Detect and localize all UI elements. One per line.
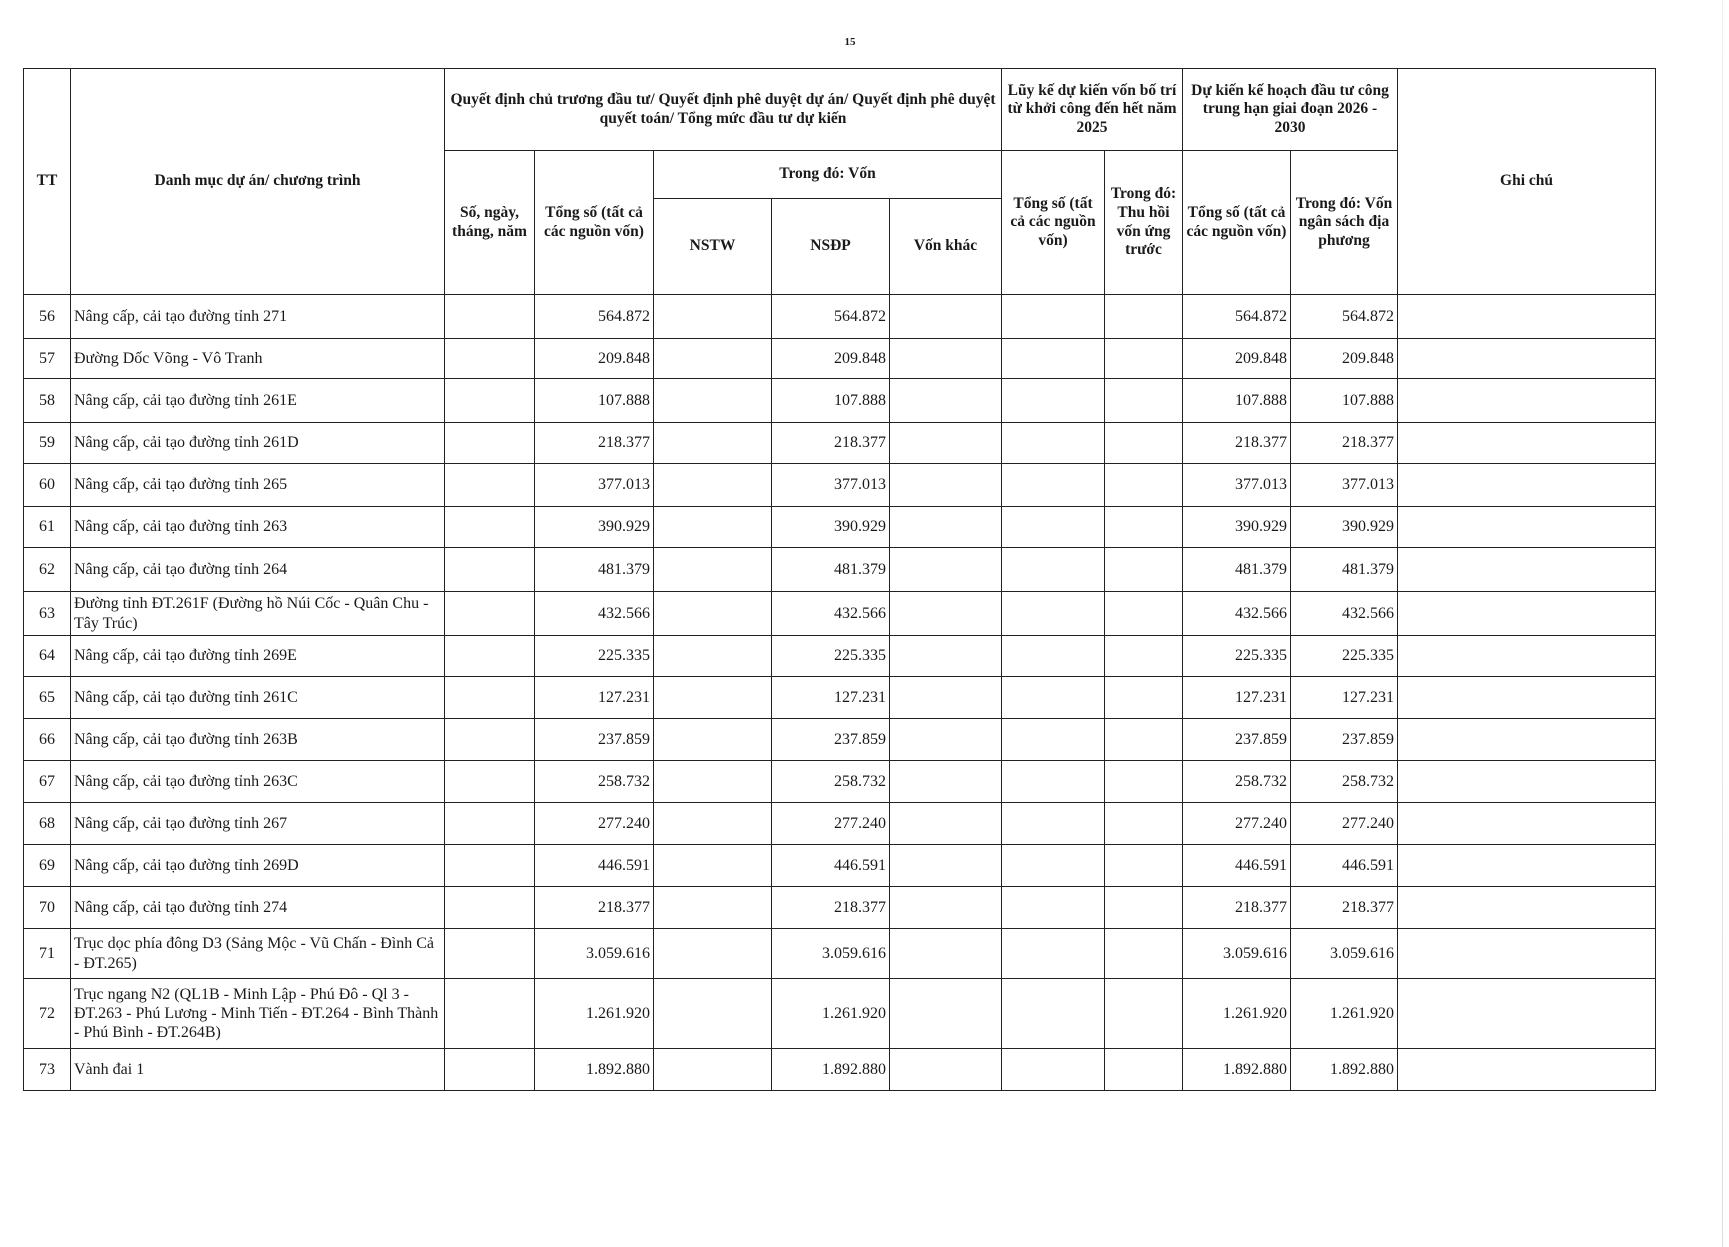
table-row — [24, 507, 1656, 548]
row-other-capital — [890, 929, 1002, 979]
row-project-name: Trục ngang N2 (QL1B - Minh Lập - Phú Đô - Ql 3 - ĐT.263 - Phú Lương - Minh Tiến - ĐT.264 - Bình Thành - Phú Bình - ĐT.264B) — [71, 979, 445, 1049]
row-plan-total: 3.059.616 — [1183, 929, 1291, 979]
table-row — [24, 845, 1656, 887]
row-nsdp: 432.566 — [772, 592, 890, 636]
row-plan-local: 209.848 — [1291, 339, 1398, 379]
table-row — [24, 379, 1656, 423]
row-nstw — [654, 423, 772, 464]
row-cum-recovery — [1105, 1049, 1183, 1091]
table-row — [24, 979, 1656, 1049]
row-plan-local: 377.013 — [1291, 464, 1398, 507]
row-other-capital — [890, 719, 1002, 761]
row-project-name: Nâng cấp, cải tạo đường tỉnh 269E — [71, 636, 445, 677]
table-row — [24, 1049, 1656, 1091]
row-project-name: Nâng cấp, cải tạo đường tỉnh 264 — [71, 548, 445, 592]
row-note — [1398, 979, 1656, 1049]
row-cum-recovery — [1105, 592, 1183, 636]
row-cum-recovery — [1105, 295, 1183, 339]
row-nsdp: 1.261.920 — [772, 979, 890, 1049]
row-plan-local: 107.888 — [1291, 379, 1398, 423]
row-tt: 69 — [24, 845, 71, 887]
row-other-capital — [890, 507, 1002, 548]
row-cum-total — [1002, 677, 1105, 719]
row-other-capital — [890, 803, 1002, 845]
row-note — [1398, 761, 1656, 803]
row-project-name: Vành đai 1 — [71, 1049, 445, 1091]
row-cum-recovery — [1105, 548, 1183, 592]
row-other-capital — [890, 464, 1002, 507]
row-tt: 68 — [24, 803, 71, 845]
row-other-capital — [890, 339, 1002, 379]
row-nsdp: 390.929 — [772, 507, 890, 548]
row-nstw — [654, 295, 772, 339]
table-row — [24, 464, 1656, 507]
row-cum-recovery — [1105, 379, 1183, 423]
header-nstw: NSTW — [654, 199, 772, 295]
row-cum-total — [1002, 803, 1105, 845]
row-tt: 59 — [24, 423, 71, 464]
table-row — [24, 295, 1656, 339]
page-number: 15 — [844, 36, 856, 48]
row-total: 1.261.920 — [535, 979, 654, 1049]
row-plan-total: 432.566 — [1183, 592, 1291, 636]
table-body — [24, 295, 1656, 1091]
row-cum-recovery — [1105, 929, 1183, 979]
row-total: 1.892.880 — [535, 1049, 654, 1091]
row-plan-total: 237.859 — [1183, 719, 1291, 761]
row-total: 127.231 — [535, 677, 654, 719]
row-plan-total: 390.929 — [1183, 507, 1291, 548]
row-tt: 57 — [24, 339, 71, 379]
row-total: 277.240 — [535, 803, 654, 845]
row-tt: 63 — [24, 592, 71, 636]
row-date-no — [445, 929, 535, 979]
row-tt: 56 — [24, 295, 71, 339]
row-total: 209.848 — [535, 339, 654, 379]
row-cum-total — [1002, 423, 1105, 464]
row-total: 377.013 — [535, 464, 654, 507]
row-nstw — [654, 677, 772, 719]
row-nstw — [654, 464, 772, 507]
row-cum-recovery — [1105, 719, 1183, 761]
row-nsdp: 218.377 — [772, 423, 890, 464]
row-date-no — [445, 845, 535, 887]
row-cum-total — [1002, 929, 1105, 979]
row-tt: 64 — [24, 636, 71, 677]
row-note — [1398, 719, 1656, 761]
row-project-name: Nâng cấp, cải tạo đường tỉnh 274 — [71, 887, 445, 929]
table-row — [24, 423, 1656, 464]
row-plan-total: 218.377 — [1183, 423, 1291, 464]
row-cum-total — [1002, 295, 1105, 339]
row-cum-recovery — [1105, 339, 1183, 379]
row-date-no — [445, 1049, 535, 1091]
header-project-name: Danh mục dự án/ chương trình — [71, 69, 445, 295]
row-other-capital — [890, 592, 1002, 636]
row-nstw — [654, 979, 772, 1049]
row-tt: 61 — [24, 507, 71, 548]
row-project-name: Nâng cấp, cải tạo đường tỉnh 265 — [71, 464, 445, 507]
row-total: 258.732 — [535, 761, 654, 803]
row-plan-total: 218.377 — [1183, 887, 1291, 929]
row-nstw — [654, 379, 772, 423]
row-cum-total — [1002, 636, 1105, 677]
row-tt: 66 — [24, 719, 71, 761]
row-cum-recovery — [1105, 464, 1183, 507]
row-project-name: Nâng cấp, cải tạo đường tỉnh 261C — [71, 677, 445, 719]
row-tt: 67 — [24, 761, 71, 803]
row-plan-local: 564.872 — [1291, 295, 1398, 339]
header-plan-local: Trong đó: Vốn ngân sách địa phương — [1291, 151, 1398, 295]
row-cum-recovery — [1105, 803, 1183, 845]
row-note — [1398, 1049, 1656, 1091]
row-other-capital — [890, 636, 1002, 677]
row-project-name: Nâng cấp, cải tạo đường tỉnh 267 — [71, 803, 445, 845]
row-nsdp: 377.013 — [772, 464, 890, 507]
row-total: 3.059.616 — [535, 929, 654, 979]
row-plan-total: 277.240 — [1183, 803, 1291, 845]
row-plan-total: 1.892.880 — [1183, 1049, 1291, 1091]
row-project-name: Đường tỉnh ĐT.261F (Đường hồ Núi Cốc - Quân Chu - Tây Trúc) — [71, 592, 445, 636]
row-total: 432.566 — [535, 592, 654, 636]
row-cum-recovery — [1105, 845, 1183, 887]
table-row — [24, 761, 1656, 803]
row-cum-total — [1002, 507, 1105, 548]
row-plan-total: 481.379 — [1183, 548, 1291, 592]
row-plan-total: 107.888 — [1183, 379, 1291, 423]
row-plan-total: 225.335 — [1183, 636, 1291, 677]
row-other-capital — [890, 845, 1002, 887]
row-cum-total — [1002, 379, 1105, 423]
row-nstw — [654, 845, 772, 887]
row-tt: 62 — [24, 548, 71, 592]
row-project-name: Nâng cấp, cải tạo đường tỉnh 271 — [71, 295, 445, 339]
row-note — [1398, 887, 1656, 929]
row-project-name: Nâng cấp, cải tạo đường tỉnh 269D — [71, 845, 445, 887]
investment-table — [23, 68, 1656, 1091]
row-total: 390.929 — [535, 507, 654, 548]
row-nsdp: 564.872 — [772, 295, 890, 339]
row-total: 237.859 — [535, 719, 654, 761]
table-row — [24, 887, 1656, 929]
scan-edge — [1722, 0, 1723, 1247]
row-cum-total — [1002, 719, 1105, 761]
row-plan-total: 564.872 — [1183, 295, 1291, 339]
row-plan-total: 446.591 — [1183, 845, 1291, 887]
header-cum-recovery: Trong đó: Thu hồi vốn ứng trước — [1105, 151, 1183, 295]
row-date-no — [445, 295, 535, 339]
row-note — [1398, 339, 1656, 379]
row-nstw — [654, 719, 772, 761]
row-other-capital — [890, 548, 1002, 592]
row-date-no — [445, 464, 535, 507]
row-other-capital — [890, 1049, 1002, 1091]
row-tt: 71 — [24, 929, 71, 979]
row-note — [1398, 548, 1656, 592]
row-tt: 70 — [24, 887, 71, 929]
row-date-no — [445, 423, 535, 464]
row-tt: 58 — [24, 379, 71, 423]
row-note — [1398, 379, 1656, 423]
row-nstw — [654, 507, 772, 548]
row-cum-recovery — [1105, 423, 1183, 464]
row-plan-local: 218.377 — [1291, 887, 1398, 929]
row-cum-recovery — [1105, 636, 1183, 677]
row-date-no — [445, 979, 535, 1049]
row-plan-local: 1.892.880 — [1291, 1049, 1398, 1091]
row-nsdp: 1.892.880 — [772, 1049, 890, 1091]
table-row — [24, 929, 1656, 979]
row-plan-local: 446.591 — [1291, 845, 1398, 887]
header-date-no: Số, ngày, tháng, năm — [445, 151, 535, 295]
row-project-name: Nâng cấp, cải tạo đường tỉnh 263 — [71, 507, 445, 548]
row-other-capital — [890, 677, 1002, 719]
row-nstw — [654, 339, 772, 379]
row-note — [1398, 464, 1656, 507]
row-total: 481.379 — [535, 548, 654, 592]
row-cum-total — [1002, 761, 1105, 803]
row-nsdp: 277.240 — [772, 803, 890, 845]
table-row — [24, 719, 1656, 761]
row-note — [1398, 677, 1656, 719]
row-cum-total — [1002, 548, 1105, 592]
row-note — [1398, 929, 1656, 979]
row-note — [1398, 592, 1656, 636]
row-total: 564.872 — [535, 295, 654, 339]
header-cum-total: Tổng số (tất cả các nguồn vốn) — [1002, 151, 1105, 295]
row-note — [1398, 803, 1656, 845]
row-date-no — [445, 507, 535, 548]
row-project-name: Nâng cấp, cải tạo đường tỉnh 261E — [71, 379, 445, 423]
row-note — [1398, 295, 1656, 339]
row-nsdp: 446.591 — [772, 845, 890, 887]
row-project-name: Trục dọc phía đông D3 (Sảng Mộc - Vũ Chấn - Đình Cả - ĐT.265) — [71, 929, 445, 979]
row-cum-total — [1002, 592, 1105, 636]
row-date-no — [445, 548, 535, 592]
row-total: 218.377 — [535, 423, 654, 464]
row-nsdp: 127.231 — [772, 677, 890, 719]
row-project-name: Nâng cấp, cải tạo đường tỉnh 263C — [71, 761, 445, 803]
row-cum-recovery — [1105, 979, 1183, 1049]
header-plan-total: Tổng số (tất cả các nguồn vốn) — [1183, 151, 1291, 295]
row-nstw — [654, 592, 772, 636]
row-nsdp: 481.379 — [772, 548, 890, 592]
row-nstw — [654, 929, 772, 979]
row-note — [1398, 845, 1656, 887]
row-date-no — [445, 887, 535, 929]
header-tt: TT — [24, 69, 71, 295]
table-row — [24, 677, 1656, 719]
row-plan-local: 3.059.616 — [1291, 929, 1398, 979]
header-decision-group: Quyết định chủ trương đầu tư/ Quyết định phê duyệt dự án/ Quyết định phê duyệt quyết toán/ Tổng mức đầu tư dự kiến — [445, 69, 1002, 151]
header-cumulative-group: Lũy kế dự kiến vốn bố trí từ khởi công đến hết năm 2025 — [1002, 69, 1183, 151]
row-other-capital — [890, 423, 1002, 464]
row-plan-local: 218.377 — [1291, 423, 1398, 464]
row-date-no — [445, 379, 535, 423]
row-plan-local: 225.335 — [1291, 636, 1398, 677]
row-nsdp: 258.732 — [772, 761, 890, 803]
header-other-capital: Vốn khác — [890, 199, 1002, 295]
row-cum-total — [1002, 464, 1105, 507]
row-plan-total: 1.261.920 — [1183, 979, 1291, 1049]
row-nstw — [654, 803, 772, 845]
row-cum-total — [1002, 845, 1105, 887]
row-project-name: Nâng cấp, cải tạo đường tỉnh 261D — [71, 423, 445, 464]
row-note — [1398, 507, 1656, 548]
row-date-no — [445, 761, 535, 803]
row-nsdp: 3.059.616 — [772, 929, 890, 979]
row-cum-recovery — [1105, 761, 1183, 803]
row-plan-local: 127.231 — [1291, 677, 1398, 719]
row-tt: 65 — [24, 677, 71, 719]
row-nsdp: 225.335 — [772, 636, 890, 677]
row-tt: 60 — [24, 464, 71, 507]
row-nsdp: 209.848 — [772, 339, 890, 379]
row-project-name: Đường Dốc Võng - Vô Tranh — [71, 339, 445, 379]
header-total-all: Tổng số (tất cả các nguồn vốn) — [535, 151, 654, 295]
row-date-no — [445, 719, 535, 761]
row-nstw — [654, 761, 772, 803]
row-total: 446.591 — [535, 845, 654, 887]
row-plan-local: 432.566 — [1291, 592, 1398, 636]
row-total: 107.888 — [535, 379, 654, 423]
row-tt: 72 — [24, 979, 71, 1049]
row-project-name: Nâng cấp, cải tạo đường tỉnh 263B — [71, 719, 445, 761]
row-cum-total — [1002, 339, 1105, 379]
row-tt: 73 — [24, 1049, 71, 1091]
row-other-capital — [890, 379, 1002, 423]
row-nsdp: 107.888 — [772, 379, 890, 423]
row-date-no — [445, 677, 535, 719]
row-note — [1398, 423, 1656, 464]
row-plan-total: 209.848 — [1183, 339, 1291, 379]
row-date-no — [445, 803, 535, 845]
row-plan-local: 481.379 — [1291, 548, 1398, 592]
row-other-capital — [890, 761, 1002, 803]
row-other-capital — [890, 979, 1002, 1049]
row-nstw — [654, 1049, 772, 1091]
row-nstw — [654, 548, 772, 592]
row-plan-local: 277.240 — [1291, 803, 1398, 845]
table-row — [24, 592, 1656, 636]
row-other-capital — [890, 295, 1002, 339]
row-total: 225.335 — [535, 636, 654, 677]
header-of-which-capital: Trong đó: Vốn — [654, 151, 1002, 199]
table-row — [24, 636, 1656, 677]
table-row — [24, 339, 1656, 379]
row-plan-local: 1.261.920 — [1291, 979, 1398, 1049]
row-plan-local: 258.732 — [1291, 761, 1398, 803]
table-row — [24, 548, 1656, 592]
row-plan-local: 390.929 — [1291, 507, 1398, 548]
row-cum-recovery — [1105, 887, 1183, 929]
row-plan-local: 237.859 — [1291, 719, 1398, 761]
row-nsdp: 218.377 — [772, 887, 890, 929]
row-nstw — [654, 887, 772, 929]
row-nsdp: 237.859 — [772, 719, 890, 761]
row-date-no — [445, 636, 535, 677]
row-cum-recovery — [1105, 677, 1183, 719]
row-plan-total: 127.231 — [1183, 677, 1291, 719]
row-total: 218.377 — [535, 887, 654, 929]
row-plan-total: 377.013 — [1183, 464, 1291, 507]
row-cum-total — [1002, 979, 1105, 1049]
row-nstw — [654, 636, 772, 677]
table-header — [24, 69, 1656, 295]
row-plan-total: 258.732 — [1183, 761, 1291, 803]
header-plan-group: Dự kiến kế hoạch đầu tư công trung hạn giai đoạn 2026 - 2030 — [1183, 69, 1398, 151]
row-cum-total — [1002, 887, 1105, 929]
row-other-capital — [890, 887, 1002, 929]
row-date-no — [445, 592, 535, 636]
row-note — [1398, 636, 1656, 677]
header-note: Ghi chú — [1398, 69, 1656, 295]
header-nsdp: NSĐP — [772, 199, 890, 295]
row-date-no — [445, 339, 535, 379]
row-cum-recovery — [1105, 507, 1183, 548]
row-cum-total — [1002, 1049, 1105, 1091]
table-row — [24, 803, 1656, 845]
